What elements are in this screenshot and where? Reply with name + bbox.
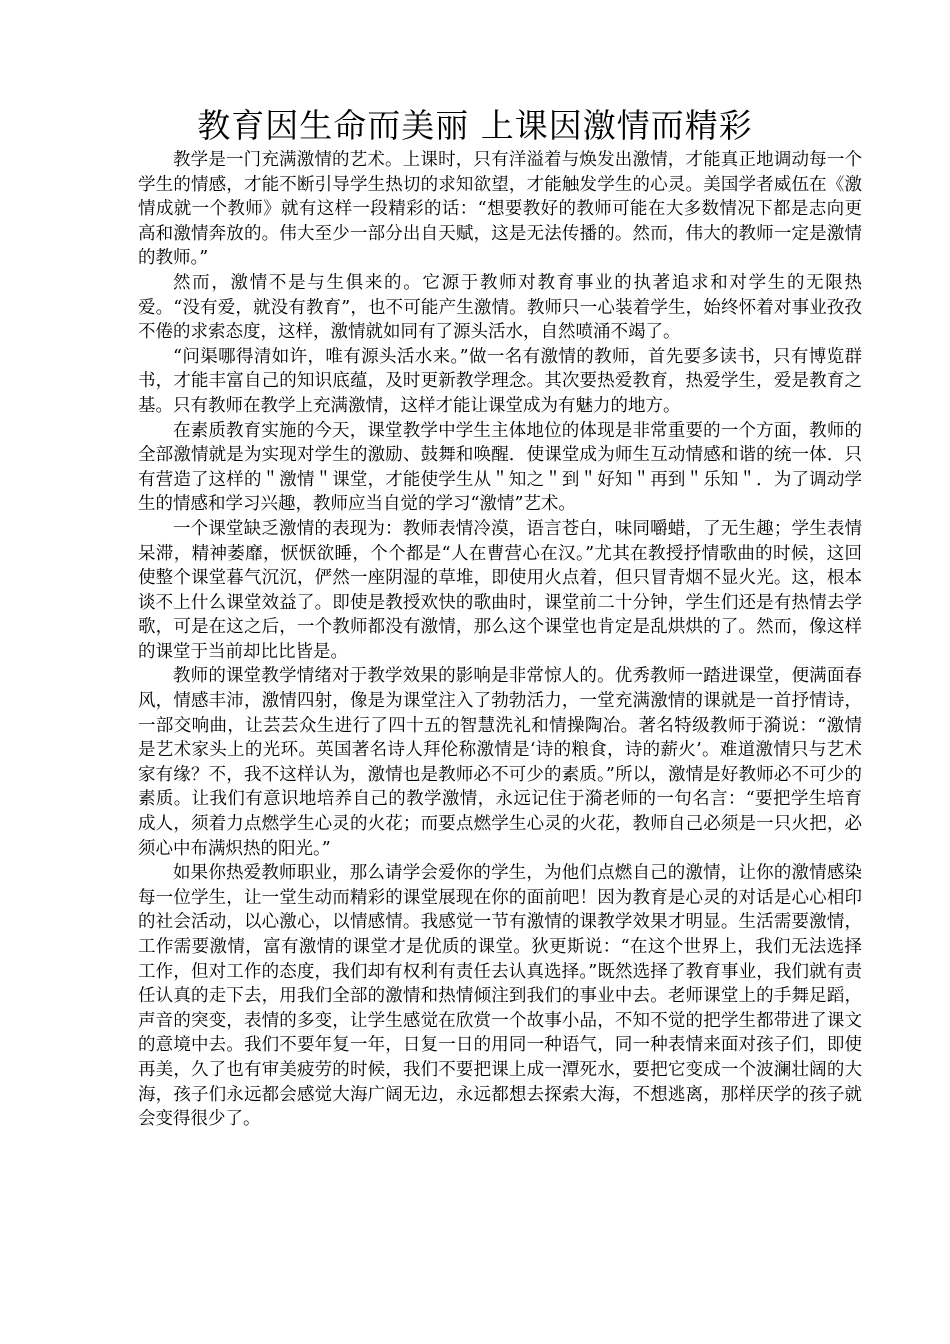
paragraph: 在素质教育实施的今天，课堂教学中学生主体地位的体现是非常重要的一个方面，教师的全部激情就是为实现对学生的激励、鼓舞和唤醒．使课堂成为师生互动情感和谐的统一体．只有营造了这样的＂激情＂课堂，才能使学生从＂知之＂到＂好知＂再到＂乐知＂．为了调动学生的情感和学习兴趣，教师应当自觉的学习“激情”艺术。 (138, 420, 862, 515)
paragraph: 教学是一门充满激情的艺术。上课时，只有洋溢着与焕发出激情，才能真正地调动每一个学生的情感，才能不断引导学生热切的求知欲望，才能触发学生的心灵。美国学者威伍在《激情成就一个教师》就有这样一段精彩的话：“想要教好的教师可能在大多数情况下都是志向更高和激情奔放的。伟大至少一部分出自天赋，这是无法传播的。然而，伟大的教师一定是激情的教师。” (138, 150, 862, 269)
document-title: 教育因生命而美丽 上课因激情而精彩 (197, 106, 753, 145)
paragraph: 教师的课堂教学情绪对于教学效果的影响是非常惊人的。优秀教师一踏进课堂，便满面春风，情感丰沛，激情四射，像是为课堂注入了勃勃活力，一堂充满激情的课就是一首抒情诗，一部交响曲，让芸芸众生进行了四十五的智慧洗礼和情操陶冶。著名特级教师于漪说：“激情是艺术家头上的光环。英国著名诗人拜伦称激情是‘诗的粮食，诗的薪火’。难道激情只与艺术家有缘？不，我不这样认为，激情也是教师必不可少的素质。”所以，激情是好教师必不可少的素质。让我们有意识地培养自己的教学激情，永远记住于漪老师的一句名言：“要把学生培育成人，须着力点燃学生心灵的火花；而要点燃学生心灵的火花，教师自己必须是一只火把，必须心中布满炽热的阳光。” (138, 666, 862, 859)
paragraph: 一个课堂缺乏激情的表现为：教师表情冷漠，语言苍白，味同嚼蜡，了无生趣；学生表情呆滞，精神萎靡，恹恹欲睡，个个都是“人在曹营心在汉。”尤其在教授抒情歌曲的时候，这回使整个课堂暮气沉沉，俨然一座阴湿的草堆，即使用火点着，但只冒青烟不显火光。这，根本谈不上什么课堂效益了。即使是教授欢快的歌曲时，课堂前二十分钟，学生们还是有热情去学歌，可是在这之后，一个教师都没有激情，那么这个课堂也肯定是乱烘烘的了。然而，像这样的课堂于当前却比比皆是。 (138, 518, 862, 662)
paragraph: 如果你热爱教师职业，那么请学会爱你的学生，为他们点燃自己的激情，让你的激情感染每一位学生，让一堂生动而精彩的课堂展现在你的面前吧！因为教育是心灵的对话是心心相印的社会活动，以心激心，以情感情。我感觉一节有激情的课教学效果才明显。生活需要激情，工作需要激情，富有激情的课堂才是优质的课堂。狄更斯说：“在这个世界上，我们无法选择工作，但对工作的态度，我们却有权利有责任去认真选择。”既然选择了教育事业，我们就有责任认真的走下去，用我们全部的激情和热情倾注到我们的事业中去。老师课堂上的手舞足蹈，声音的突变，表情的多变，让学生感觉在欣赏一个故事小品，不知不觉的把学生都带进了课文的意境中去。我们不要年复一年，日复一日的用同一种语气，同一种表情来面对孩子们，即使再美，久了也有审美疲劳的时候，我们不要把课上成一潭死水，要把它变成一个波澜壮阔的大海，孩子们永远都会感觉大海广阔无边，永远都想去探索大海，不想逃离，那样厌学的孩子就会变得很少了。 (138, 863, 862, 1130)
paragraph: 然而，激情不是与生俱来的。它源于教师对教育事业的执著追求和对学生的无限热爱。“没有爱，就没有教育”，也不可能产生激情。教师只一心装着学生，始终怀着对事业孜孜不倦的求索态度，这样，激情就如同有了源头活水，自然喷涌不竭了。 (138, 272, 862, 343)
paragraph: “问渠哪得清如许，唯有源头活水来。”做一名有激情的教师，首先要多读书，只有博览群书，才能丰富自己的知识底蕴，及时更新教学理念。其次要热爱教育，热爱学生，爱是教育之基。只有教师在教学上充满激情，这样才能让课堂成为有魅力的地方。 (138, 346, 862, 416)
document-body (138, 148, 862, 1132)
